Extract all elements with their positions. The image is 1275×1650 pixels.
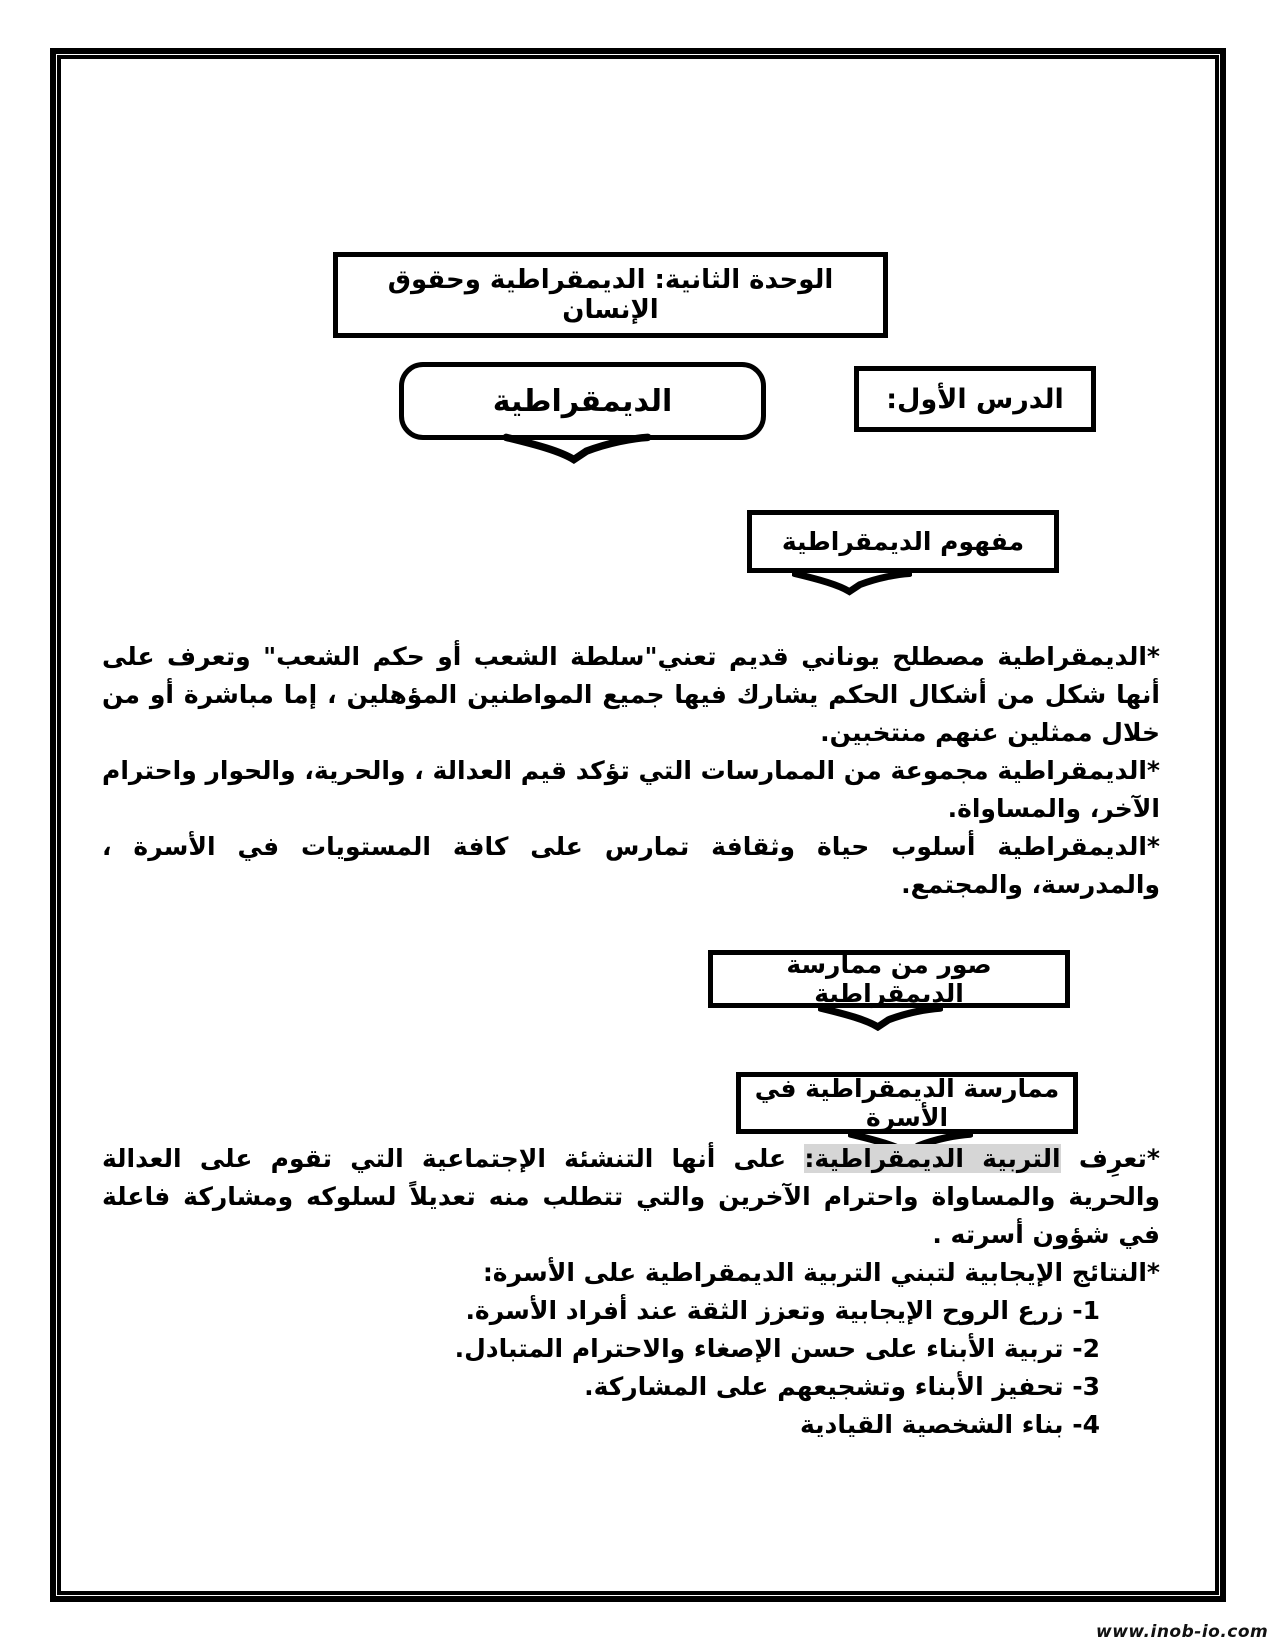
family-title-box	[736, 1072, 1078, 1134]
lesson-label-box	[854, 366, 1096, 432]
results-item: 3- تحفيز الأبناء وتشجيعهم على المشاركة.	[584, 1372, 1100, 1401]
lesson-label: الدرس الأول:	[886, 383, 1064, 415]
highlighted-term: التربية الديمقراطية:	[804, 1144, 1061, 1173]
definitions-paragraph	[102, 638, 1160, 904]
watermark: www.inob-io.com	[1096, 1622, 1269, 1642]
lesson-title: الديمقراطية	[492, 383, 673, 419]
results-item: 4- بناء الشخصية القيادية	[800, 1410, 1100, 1439]
definition-item: *الديمقراطية مجموعة من الممارسات التي تؤكد قيم العدالة ، والحرية، والحوار واحترام الآخر، والمساواة.	[102, 756, 1160, 823]
definition-item: *الديمقراطية مصطلح يوناني قديم تعني"سلطة الشعب أو حكم الشعب" وتعرف على أنها شكل من أشكال الحكم يشارك فيها جميع المواطنين المؤهلين ، إما مباشرة أو من خلال ممثلين عنهم منتخبين.	[102, 642, 1160, 747]
forms-title: صور من ممارسة الديمقراطية	[786, 950, 992, 1008]
family-paragraph	[102, 1140, 1160, 1444]
family-definition	[102, 1140, 1160, 1254]
results-item: 1- زرع الروح الإيجابية وتعزز الثقة عند أفراد الأسرة.	[465, 1296, 1100, 1325]
results-heading: *النتائج الإيجابية لتبني التربية الديمقراطية على الأسرة:	[482, 1258, 1160, 1287]
results-list	[102, 1292, 1160, 1444]
concept-title-box	[747, 510, 1059, 573]
family-title: ممارسة الديمقراطية في الأسرة	[754, 1074, 1060, 1132]
concept-title: مفهوم الديمقراطية	[781, 527, 1025, 556]
lesson-title-bubble	[399, 362, 766, 440]
results-item: 2- تربية الأبناء على حسن الإصغاء والاحترام المتبادل.	[454, 1334, 1100, 1363]
unit-title: الوحدة الثانية: الديمقراطية وحقوق الإنسان	[387, 265, 834, 325]
unit-title-box	[333, 252, 888, 338]
family-definition-prefix: *تعرِف	[1060, 1144, 1161, 1173]
family-definition-rest: على أنها التنشئة الإجتماعية التي تقوم على العدالة والحرية والمساواة واحترام الآخرين والتي تتطلب منه تعديلاً لسلوكه ومشاركة فاعلة في شؤون أسرته .	[102, 1144, 1160, 1249]
definition-item: *الديمقراطية أسلوب حياة وثقافة تمارس على كافة المستويات في الأسرة ، والمدرسة، والمجتمع.	[102, 832, 1160, 899]
forms-title-box	[708, 950, 1070, 1008]
